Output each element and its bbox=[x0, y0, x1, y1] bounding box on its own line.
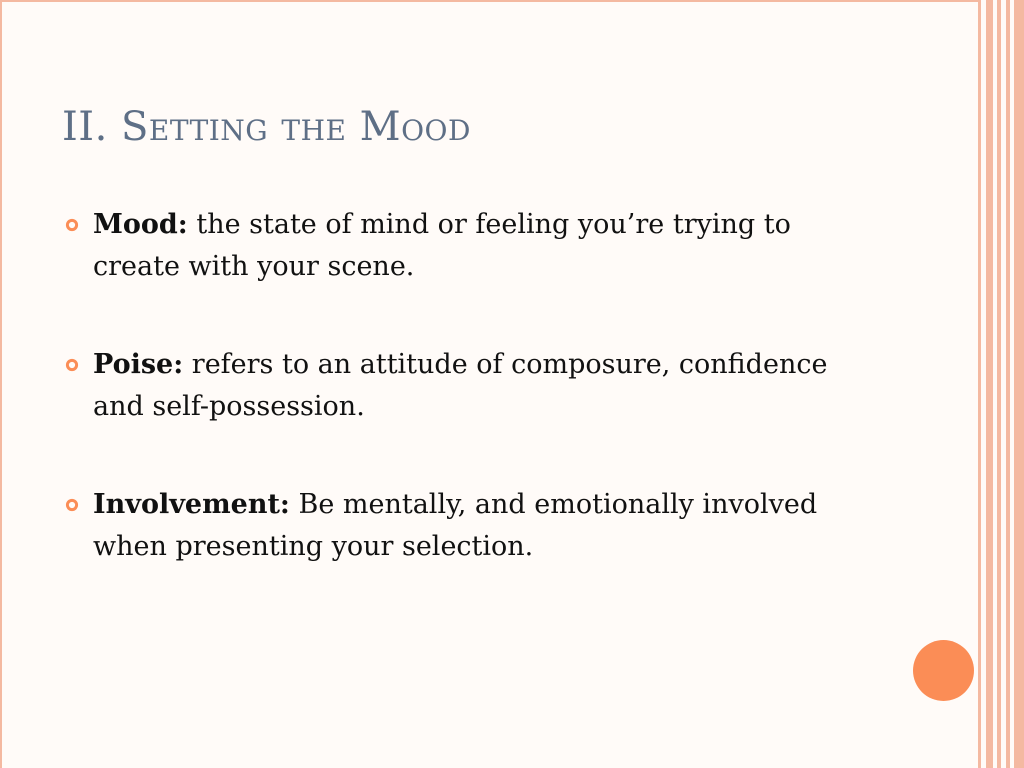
bullet-item-involvement bbox=[60, 484, 860, 568]
bullet-term: Involvement: bbox=[93, 489, 290, 520]
bullet-term: Poise: bbox=[93, 349, 184, 380]
circle-ring-icon bbox=[65, 498, 79, 512]
slide-title: II. Setting the Mood bbox=[62, 104, 471, 150]
bullet-text: the state of mind or feeling you’re trying to create with your scene. bbox=[93, 209, 791, 282]
decorative-stripe bbox=[997, 0, 1001, 768]
bullet-item-poise bbox=[60, 344, 860, 428]
decorative-stripe bbox=[978, 0, 981, 768]
decorative-circle bbox=[913, 640, 974, 701]
decorative-stripe bbox=[986, 0, 993, 768]
decorative-stripe bbox=[1006, 0, 1010, 768]
bullet-list bbox=[60, 204, 860, 624]
bullet-term: Mood: bbox=[93, 209, 188, 240]
bullet-text: Be mentally, and emotionally involved when presenting your selection. bbox=[93, 489, 818, 562]
decorative-stripe bbox=[1014, 0, 1024, 768]
frame-border-top bbox=[0, 0, 980, 2]
bullet-item-mood bbox=[60, 204, 860, 288]
frame-border-left bbox=[0, 0, 2, 768]
circle-ring-icon bbox=[65, 358, 79, 372]
circle-ring-icon bbox=[65, 218, 79, 232]
bullet-text: refers to an attitude of composure, confidence and self-possession. bbox=[93, 349, 828, 422]
